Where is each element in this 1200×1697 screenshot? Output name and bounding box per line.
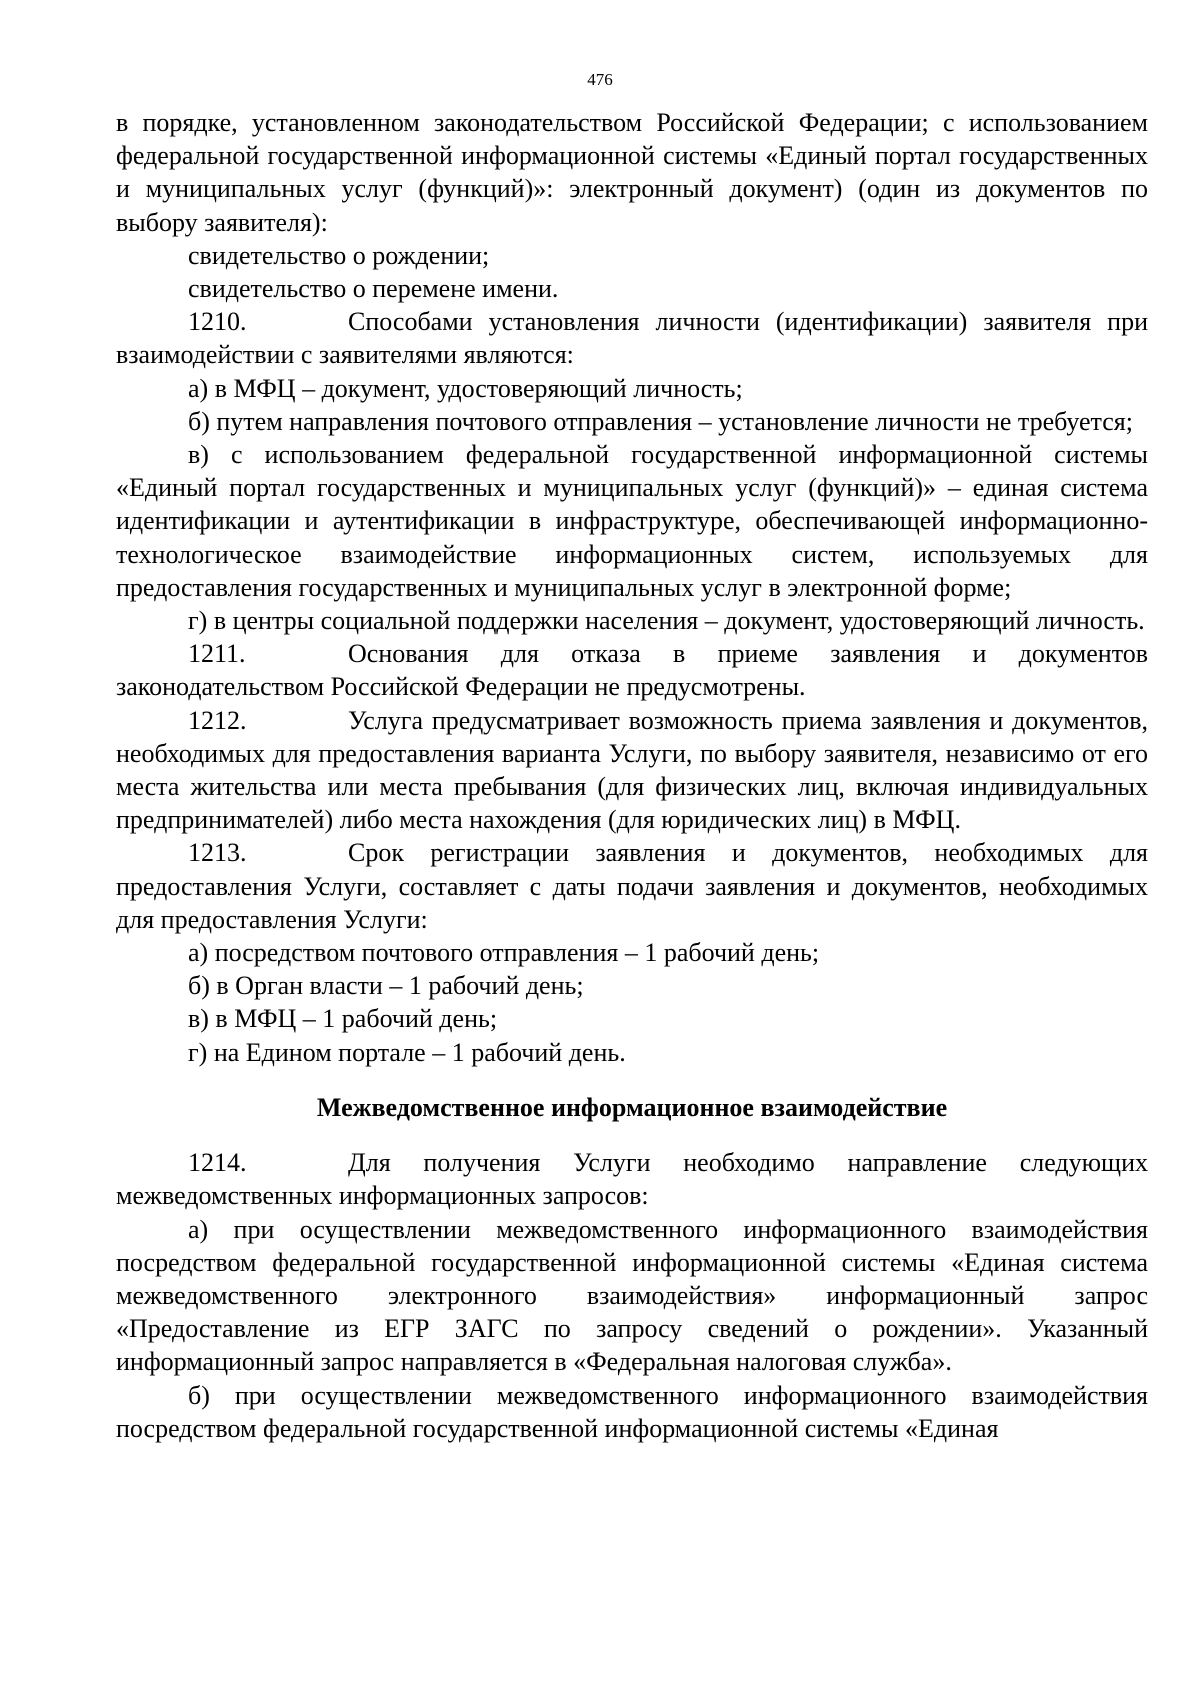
- paragraph-number: 1213.: [188, 838, 247, 868]
- paragraph-text: Срок регистрации заявления и документов, необходимых для предоставления Услуги, составляет с даты подачи заявления и документов, необходимых для предоставления Услуги:: [116, 838, 1148, 934]
- list-item: г) на Едином портале – 1 рабочий день.: [188, 1037, 626, 1067]
- paragraph: свидетельство о рождении;: [188, 240, 490, 270]
- numbered-paragraph-1211: [116, 637, 1148, 703]
- numbered-paragraph-1210: [116, 305, 1148, 371]
- paragraph-number: 1214.: [188, 1148, 247, 1178]
- numbered-paragraph-1213: [116, 836, 1148, 936]
- paragraph-number: 1211.: [188, 639, 246, 669]
- numbered-paragraph-1212: [116, 704, 1148, 837]
- paragraph: в порядке, установленном законодательством Российской Федерации; с использованием федеральной государственной информационной системы «Единый портал государственных и муниципальных услуг (функций)»: электронный документ) (один из документов по выбору заявителя):: [116, 108, 1148, 237]
- list-item: а) при осуществлении межведомственного информационного взаимодействия посредством федеральной государственной информационной системы «Единая система межведомственного электронного взаимодействия» информационный запрос «Предоставление из ЕГР ЗАГС по запросу сведений о рождении». Указанный информационный запрос направляется в «Федеральная налоговая служба».: [116, 1214, 1148, 1377]
- paragraph-text: Основания для отказа в приеме заявления и документов законодательством Российской Федерации не предусмотрены.: [116, 639, 1148, 702]
- paragraph: свидетельство о перемене имени.: [188, 274, 559, 304]
- list-item: а) в МФЦ – документ, удостоверяющий личность;: [188, 373, 743, 403]
- document-body: [116, 106, 1148, 1445]
- list-item: в) с использованием федеральной государственной информационной системы «Единый портал государственных и муниципальных услуг (функций)» – единая система идентификации и аутентификации в инфраструктуре, обеспечивающей информационно-технологическое взаимодействие информационных систем, используемых для предоставления государственных и муниципальных услуг в электронной форме;: [116, 440, 1148, 602]
- paragraph-text: Для получения Услуги необходимо направление следующих межведомственных информационных запросов:: [116, 1148, 1148, 1211]
- list-item: б) путем направления почтового отправления – установление личности не требуется;: [188, 406, 1133, 436]
- paragraph-text: Услуга предусматривает возможность приема заявления и документов, необходимых для предоставления варианта Услуги, по выбору заявителя, независимо от его места жительства или места пребывания (для физических лиц, включая индивидуальных предпринимателей) либо места нахождения (для юридических лиц) в МФЦ.: [116, 705, 1148, 835]
- list-item: б) при осуществлении межведомственного информационного взаимодействия посредством федеральной государственной информационной системы «Единая: [116, 1380, 1148, 1443]
- paragraph-text: Способами установления личности (идентификации) заявителя при взаимодействии с заявителями являются:: [116, 307, 1148, 370]
- list-item: в) в МФЦ – 1 рабочий день;: [188, 1004, 498, 1034]
- list-item: г) в центры социальной поддержки населения – документ, удостоверяющий личность.: [188, 606, 1145, 636]
- section-heading: Межведомственное информационное взаимодействие: [316, 1092, 948, 1122]
- list-item: б) в Орган власти – 1 рабочий день;: [188, 971, 584, 1001]
- list-item: а) посредством почтового отправления – 1 рабочий день;: [188, 938, 820, 968]
- page-number: 476: [587, 70, 613, 89]
- numbered-paragraph-1214: [116, 1146, 1148, 1212]
- paragraph-number: 1210.: [188, 307, 247, 337]
- paragraph-number: 1212.: [188, 705, 247, 735]
